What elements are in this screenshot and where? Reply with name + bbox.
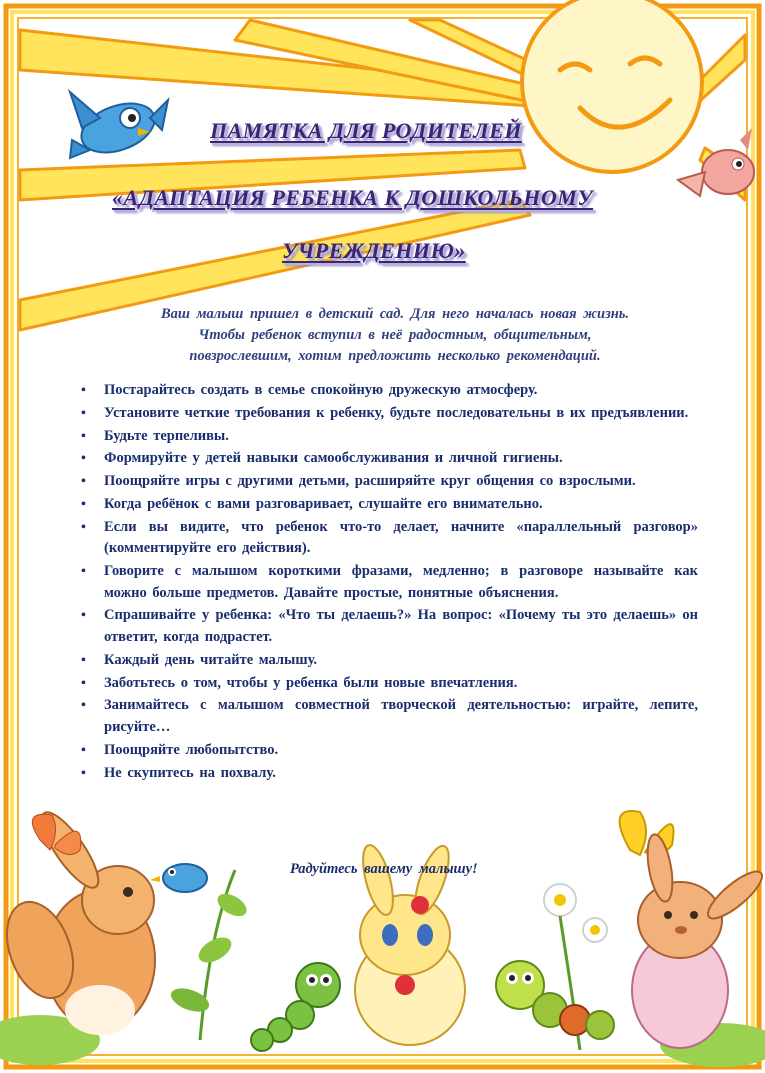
bullet-icon: • <box>81 496 86 512</box>
bullet-icon: • <box>81 383 86 398</box>
title-line-3: УЧРЕЖДЕНИЮ» <box>282 238 466 263</box>
bullet-icon: • <box>81 474 86 490</box>
bullet-icon: • <box>81 742 86 758</box>
blue-bird-illustration <box>70 92 168 162</box>
list-item: • Постарайтесь создать в семье спокойную дружескую атмосферу. <box>78 380 698 402</box>
bullet-icon: • <box>81 451 86 467</box>
right-bunny-illustration <box>632 833 765 1048</box>
bullet-icon: • <box>81 564 86 580</box>
bullet-icon: • <box>81 675 86 691</box>
list-item: • Заботьтесь о том, чтобы у ребенка были новые впечатления. <box>78 673 698 695</box>
list-item: • Будьте терпеливы. <box>78 426 698 448</box>
list-item: • Занимайтесь с малышом совместной творческой деятельностью: играйте, лепите, рисуйте… <box>81 697 698 735</box>
list-item: • Формируйте у детей навыки самообслуживания и личной гигиены. <box>78 448 698 470</box>
list-item: • Спрашивайте у ребенка: «Что ты делаешь?» На вопрос: «Почему ты это делаешь» он ответит, когда подрастет. <box>81 607 698 646</box>
intro-line-3: повзрослевшим, хотим предложить несколько рекомендаций. <box>189 348 601 364</box>
recommendations-list <box>78 380 698 785</box>
list-item: • Не скупитесь на похвалу. <box>78 763 698 785</box>
bullet-icon: • <box>81 765 86 781</box>
list-item: • Если вы видите, что ребенок что-то делает, начните «параллельный разговор» (комментируйте его действия). <box>81 518 698 557</box>
closing-text: Радуйтесь вашему малышу! <box>290 861 478 877</box>
list-item: • Говорите с малышом короткими фразами, медленно; в разговоре называйте как можно больше предметов. Давайте простые, понятные объяснения. <box>81 563 698 601</box>
list-item: • Установите четкие требования к ребенку, будьте последовательны в их предъявлении. <box>78 403 698 425</box>
list-item: • Когда ребёнок с вами разговаривает, слушайте его внимательно. <box>78 494 698 516</box>
list-item: • Поощряйте любопытство. <box>78 740 698 762</box>
bunny-illustration <box>0 805 155 1035</box>
bullet-icon: • <box>81 652 86 668</box>
bullet-icon: • <box>81 698 86 714</box>
bullet-icon: • <box>81 608 86 624</box>
pink-bird-illustration <box>678 128 754 196</box>
list-item: • Поощряйте игры с другими детьми, расширяйте круг общения со взрослыми. <box>78 471 698 493</box>
title-line-2: «АДАПТАЦИЯ РЕБЕНКА К ДОШКОЛЬНОМУ <box>112 185 594 210</box>
bullet-icon: • <box>81 519 86 535</box>
intro-line-2: Чтобы ребенок вступил в неё радостным, общительным, <box>198 327 592 343</box>
intro-paragraph <box>100 304 690 367</box>
sun-illustration <box>522 0 702 172</box>
bullet-icon: • <box>81 405 86 421</box>
bullet-icon: • <box>81 428 86 444</box>
list-item: • Каждый день читайте малышу. <box>78 650 698 672</box>
intro-line-1: Ваш малыш пришел в детский сад. Для него началась новая жизнь. <box>160 306 630 322</box>
small-blue-bird-illustration <box>150 864 207 892</box>
title-line-1: ПАМЯТКА ДЛЯ РОДИТЕЛЕЙ <box>210 118 522 143</box>
